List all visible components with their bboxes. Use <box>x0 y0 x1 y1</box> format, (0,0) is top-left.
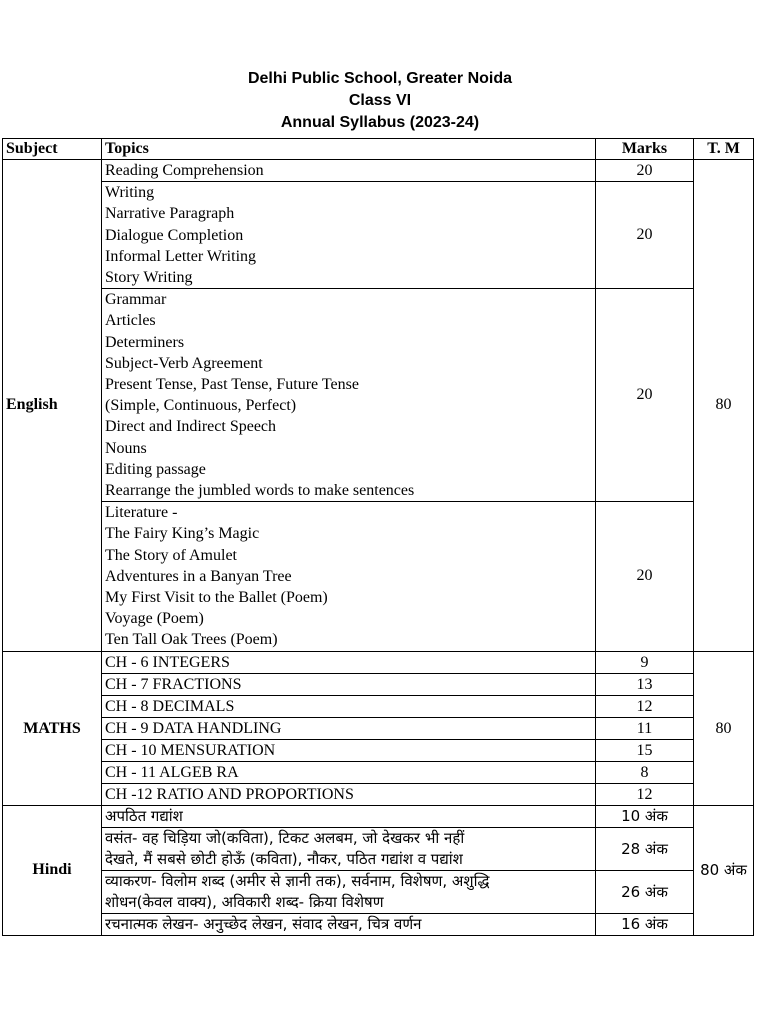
topic-line: Reading Comprehension <box>105 162 264 179</box>
maths-row <box>3 783 754 805</box>
marks-cell: 15 <box>596 739 694 761</box>
maths-row <box>3 739 754 761</box>
hindi-row <box>3 870 754 913</box>
total-marks-hindi: 80 अंक <box>694 805 754 935</box>
topic-line: अपठित गद्यांश <box>105 806 183 825</box>
topic-line: रचनात्मक लेखन- अनुच्छेद लेखन, संवाद लेखन, चित्र वर्णन <box>105 914 422 933</box>
maths-row <box>3 761 754 783</box>
topic-line: Grammar <box>105 291 167 309</box>
maths-row <box>3 651 754 673</box>
col-marks: Marks <box>596 139 694 160</box>
marks-cell: 26 अंक <box>596 870 694 913</box>
english-row <box>3 502 754 651</box>
topic-line: Narrative Paragraph <box>105 205 235 223</box>
maths-row <box>3 717 754 739</box>
col-total-marks: T. M <box>694 139 754 160</box>
topic-line: Articles <box>105 312 156 330</box>
marks-cell: 16 अंक <box>596 913 694 935</box>
subject-english: English <box>3 160 102 652</box>
header-row <box>3 139 754 160</box>
topics-cell: CH - 6 INTEGERS <box>102 651 596 673</box>
topic-line: Editing passage <box>105 460 206 478</box>
maths-row <box>3 673 754 695</box>
topic-line: Writing <box>105 184 155 202</box>
topic-line: The Fairy King’s Magic <box>105 525 260 543</box>
hindi-row <box>3 805 754 827</box>
topics-cell <box>102 870 596 913</box>
topic-line: Subject-Verb Agreement <box>105 354 263 372</box>
topic-line: The Story of Amulet <box>105 546 237 564</box>
hindi-section <box>3 805 754 935</box>
topic-line: My First Visit to the Ballet (Poem) <box>105 589 328 607</box>
topics-cell <box>102 827 596 870</box>
topics-cell: CH - 10 MENSURATION <box>102 739 596 761</box>
topic-line: Rearrange the jumbled words to make sentences <box>105 482 415 500</box>
hindi-row <box>3 827 754 870</box>
topics-cell <box>102 182 596 289</box>
marks-cell: 20 <box>596 502 694 651</box>
maths-row <box>3 695 754 717</box>
school-name: Delhi Public School, Greater Noida <box>247 70 513 87</box>
topics-cell <box>102 502 596 651</box>
topic-line: Informal Letter Writing <box>105 247 257 265</box>
subject-hindi: Hindi <box>3 805 102 935</box>
english-row <box>3 160 754 182</box>
col-topics: Topics <box>102 139 596 160</box>
topics-cell: CH - 11 ALGEB RA <box>102 761 596 783</box>
topics-cell <box>102 160 596 182</box>
topics-cell <box>102 805 596 827</box>
topic-line: Ten Tall Oak Trees (Poem) <box>105 631 278 649</box>
topic-line: व्याकरण- विलोम शब्द (अमीर से ज्ञानी तक), सर्वनाम, विशेषण, अशुद्धि <box>105 871 490 890</box>
marks-cell: 20 <box>596 160 694 182</box>
english-row <box>3 182 754 289</box>
topic-line: शोधन(केवल वाक्य), अविकारी शब्द- क्रिया विशेषण <box>105 892 384 911</box>
marks-cell: 20 <box>596 182 694 289</box>
topics-cell <box>102 289 596 502</box>
english-section <box>3 160 754 652</box>
topics-cell <box>102 913 596 935</box>
hindi-row <box>3 913 754 935</box>
topic-line: Voyage (Poem) <box>105 610 204 628</box>
topic-line: देखते, मैं सबसे छोटी होऊँ (कविता), नौकर, पठित गद्यांश व पद्यांश <box>105 849 463 868</box>
topic-line: Literature - <box>105 504 178 522</box>
topic-line: Present Tense, Past Tense, Future Tense <box>105 376 359 394</box>
topics-cell: CH - 8 DECIMALS <box>102 695 596 717</box>
english-row <box>3 289 754 502</box>
marks-cell: 8 <box>596 761 694 783</box>
marks-cell: 28 अंक <box>596 827 694 870</box>
topic-line: Dialogue Completion <box>105 226 244 244</box>
topic-line: Determiners <box>105 333 185 351</box>
total-marks-maths: 80 <box>694 651 754 805</box>
marks-cell: 10 अंक <box>596 805 694 827</box>
syllabus-title: Annual Syllabus (2023-24) <box>280 114 480 131</box>
topic-line: Direct and Indirect Speech <box>105 418 277 436</box>
syllabus-table <box>2 138 754 936</box>
marks-cell: 9 <box>596 651 694 673</box>
topic-line: (Simple, Continuous, Perfect) <box>105 397 297 415</box>
topics-cell: CH -12 RATIO AND PROPORTIONS <box>102 783 596 805</box>
marks-cell: 20 <box>596 289 694 502</box>
topic-line: वसंत- वह चिड़िया जो(कविता), टिकट अलबम, जो देखकर भी नहीं <box>105 828 465 847</box>
topic-line: Story Writing <box>105 269 193 287</box>
col-subject: Subject <box>3 139 102 160</box>
topics-cell: CH - 9 DATA HANDLING <box>102 717 596 739</box>
total-marks-english: 80 <box>694 160 754 652</box>
subject-maths: MATHS <box>3 651 102 805</box>
topic-line: Adventures in a Banyan Tree <box>105 567 292 585</box>
topics-cell: CH - 7 FRACTIONS <box>102 673 596 695</box>
class-title: Class VI <box>348 92 412 109</box>
topic-line: Nouns <box>105 439 147 457</box>
maths-section <box>3 651 754 805</box>
marks-cell: 11 <box>596 717 694 739</box>
marks-cell: 13 <box>596 673 694 695</box>
marks-cell: 12 <box>596 695 694 717</box>
marks-cell: 12 <box>596 783 694 805</box>
